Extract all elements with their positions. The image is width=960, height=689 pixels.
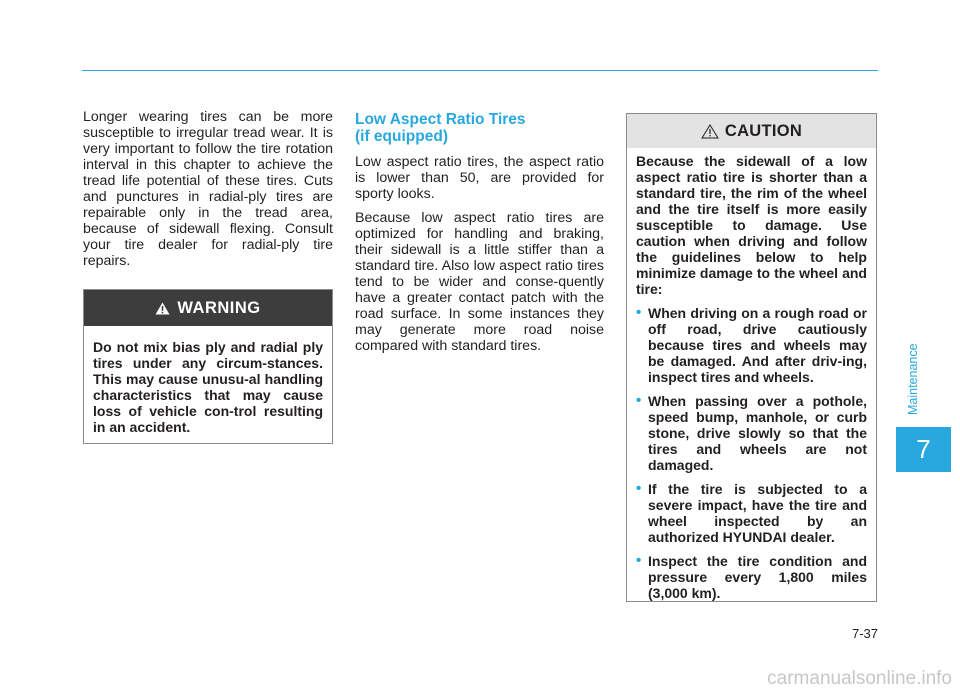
tire-wear-paragraph: Longer wearing tires can be more susceptible to irregular tread wear. It is very important to follow the tire rotation interval in this chapter to achieve the tread life potential of these tires. Cuts and punctures in radial-ply tires are repairable only in the tread area, because of sidewall flexing. Consult your tire dealer for radial-ply tire repairs.: [83, 109, 333, 269]
caution-list: [636, 305, 867, 601]
caution-list-item: [636, 481, 867, 545]
section-heading-line1: Low Aspect Ratio Tires: [355, 111, 526, 128]
section-heading: [355, 111, 604, 145]
caution-intro: Because the sidewall of a low aspect ratio tire is shorter than a standard tire, the rim of the wheel and the tire itself is more easily susceptible to damage. Use caution when driving and follow the guidelines below to help minimize damage to the wheel and tire:: [636, 153, 867, 297]
header-rule: [82, 70, 878, 71]
warning-header: [84, 290, 332, 326]
caution-box: [626, 113, 877, 602]
aspect-ratio-paragraph: Low aspect ratio tires, the aspect ratio is lower than 50, are provided for sporty looks.: [355, 154, 604, 202]
caution-list-item: [636, 305, 867, 385]
bullet-icon: •: [636, 392, 642, 409]
bullet-icon: •: [636, 480, 642, 497]
warning-title: WARNING: [177, 298, 261, 317]
warning-triangle-icon: [155, 302, 170, 315]
warning-box: [83, 289, 333, 444]
caution-item-text: If the tire is subjected to a severe impact, have the tire and wheel inspected by an authorized HYUNDAI dealer.: [648, 481, 867, 545]
caution-item-text: Inspect the tire condition and pressure every 1,800 miles (3,000 km).: [648, 553, 867, 601]
bullet-icon: •: [636, 552, 642, 569]
section-heading-line2: (if equipped): [355, 128, 448, 145]
chapter-label: Maintenance: [906, 343, 920, 415]
caution-body: [627, 148, 876, 601]
watermark: carmanualsonline.info: [767, 668, 952, 689]
caution-title: CAUTION: [724, 121, 803, 140]
page-number: 7-37: [851, 626, 878, 641]
caution-item-text: When driving on a rough road or off road, drive cautiously because tires and wheels may be damaged. And after driv-ing, inspect tires and wheels.: [648, 305, 867, 385]
left-column: [83, 109, 333, 277]
caution-item-text: When passing over a pothole, speed bump, manhole, or curb stone, drive slowly so that the tires and wheels are not damaged.: [648, 393, 867, 473]
warning-text: Do not mix bias ply and radial ply tires under any circum-stances. This may cause unusu-al handling characteristics that may cause loss of vehicle con-trol resulting in an accident.: [93, 339, 323, 435]
caution-list-item: [636, 553, 867, 601]
caution-header: [627, 114, 876, 148]
sidewall-paragraph: Because low aspect ratio tires are optimized for handling and braking, their sidewall is a little stiffer than a standard tire. Also low aspect ratio tires tend to be wider and conse-quently have a greater contact patch with the road surface. In some instances they may generate more road noise compared with standard tires.: [355, 210, 604, 354]
middle-column: [355, 111, 604, 362]
caution-triangle-icon: [701, 124, 719, 139]
chapter-tab: 7: [896, 427, 951, 472]
bullet-icon: •: [636, 304, 642, 321]
caution-list-item: [636, 393, 867, 473]
